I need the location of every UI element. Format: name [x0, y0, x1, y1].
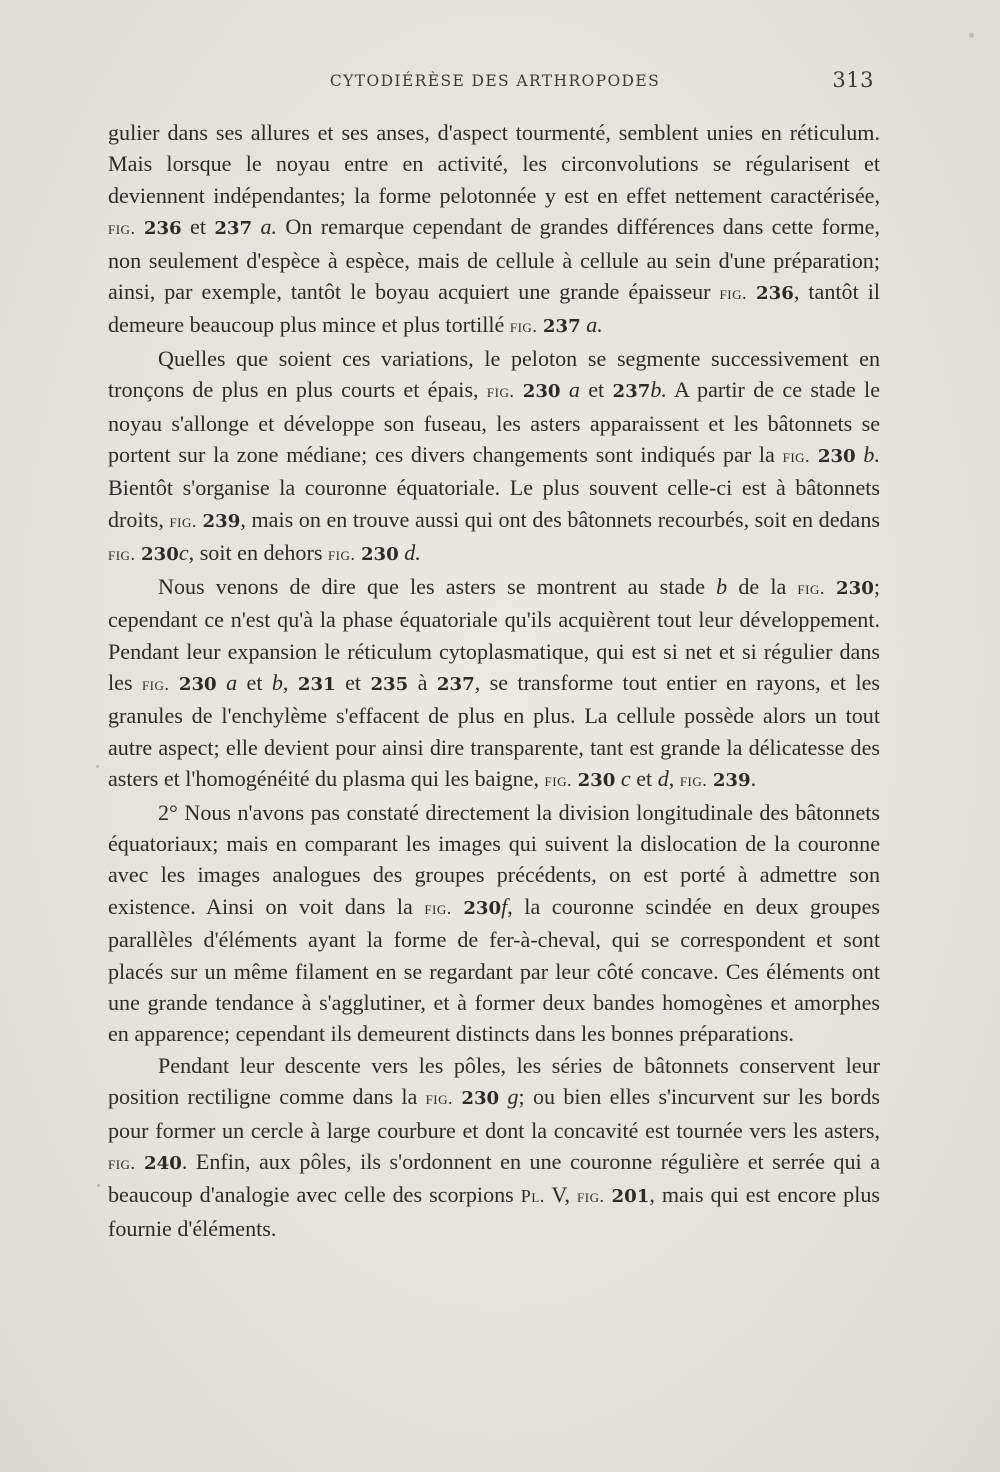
paragraph-1: [108, 117, 880, 343]
figure-number: 239: [712, 770, 751, 792]
figure-letter: b.: [650, 377, 667, 403]
text-run: de la: [727, 573, 798, 599]
paragraph-2: [108, 343, 880, 571]
fig-ref: fig.: [108, 544, 136, 565]
figure-letter: d: [657, 766, 669, 792]
figure-number: 236: [143, 218, 182, 240]
running-head: [110, 68, 880, 94]
text-run: ; cependant ce n'est qu'à la phase équatoriale qu'ils acquièrent tout leur développement. Pendant leur expansion le réticulum cytoplasmatique, qui est si net et si régulier dans les: [108, 573, 880, 695]
page-number: 313: [832, 68, 874, 92]
figure-letter: b.: [863, 442, 880, 468]
figure-letter: a.: [586, 312, 603, 338]
text-run: , tantôt il demeure beaucoup plus mince et plus tortillé: [108, 279, 880, 338]
text-run: et: [630, 766, 658, 792]
text-run: et: [237, 669, 272, 695]
text-run: . Enfin, aux pôles, ils s'ordonnent en une couronne régulière et serrée qui a beaucoup d'analogie avec celle des scorpions: [108, 1149, 880, 1208]
text-run: , soit en dehors: [188, 540, 328, 566]
text-run: A partir de ce stade le noyau s'allonge et développe son fuseau, les asters apparaissent et les bâtonnets se portent sur la zone médiane; ces divers changements sont indiqués par la: [108, 377, 880, 468]
fig-ref: fig.: [719, 283, 748, 304]
text-run: [452, 894, 464, 919]
figure-number: 237: [612, 381, 651, 403]
text-run: .: [750, 766, 757, 792]
figure-letter: a: [568, 377, 580, 403]
figure-letter: c: [178, 540, 189, 566]
fig-ref: fig.: [486, 381, 515, 402]
running-title: CYTODIÉRÈSE DES ARTHROPODES: [329, 72, 661, 90]
figure-number: 230: [522, 381, 561, 403]
text-run: [810, 442, 818, 467]
figure-number: 230: [577, 770, 616, 792]
text-run: [605, 1182, 612, 1207]
text-run: Pendant leur descente vers les pôles, les séries de bâtonnets conservent leur position rectiligne comme dans la: [108, 1052, 880, 1110]
figure-number: 230: [141, 544, 179, 566]
ink-speck: [969, 33, 974, 38]
figure-letter: b: [716, 573, 728, 599]
text-run: V,: [544, 1182, 578, 1208]
text-run: ,: [282, 669, 298, 695]
figure-letter: a: [226, 669, 238, 695]
figure-number: 230: [461, 1088, 500, 1110]
text-run: Quelles que soient ces variations, le peloton se segmente successivement en tronçons de plus en plus courts et épais,: [108, 345, 880, 403]
figure-letter: b: [271, 669, 283, 695]
figure-letter: c: [620, 766, 631, 792]
text-run: à: [408, 669, 437, 695]
text-run: et: [181, 214, 215, 240]
text-run: , la couronne scindée en deux groupes parallèles d'éléments ayant la forme de fer-à-cheval, qui se correspondent et sont placés sur un même filament en se regardant par leur côté concave. Ces éléments ont une grande tendance à s'agglutiner, et à former deux bandes homogènes et amorphes en apparence; cependant ils demeurent distincts dans les bonnes préparations.: [108, 893, 880, 1047]
text-run: ; ou bien elles s'incurvent sur les bords pour former un cercle à large courbure et dont la concavité est tournée vers les asters,: [108, 1084, 880, 1143]
text-run: ,: [668, 766, 680, 792]
figure-letter: a.: [260, 214, 278, 240]
ink-speck: [97, 1184, 100, 1187]
fig-ref: fig.: [544, 770, 573, 791]
text-run: gulier dans ses allures et ses anses, d'aspect tourmenté, semblent unies en réticulum. Mais lorsque le noyau entre en activité, les circonvolutions se régularisent et deviennent indépendantes; la forme pelotonnée y est en effet nettement caractérisée,: [108, 120, 880, 208]
fig-ref: fig.: [424, 897, 452, 918]
figure-number: 235: [370, 673, 409, 695]
fig-ref: fig.: [679, 770, 708, 791]
figure-number: 237: [214, 218, 253, 240]
text-run: Bientôt s'organise la couronne équatoriale. Le plus souvent celle-ci est à bâtonnets droits,: [108, 475, 880, 532]
fig-ref: fig.: [797, 577, 825, 598]
fig-ref: fig.: [577, 1186, 605, 1207]
figure-letter: d.: [404, 540, 421, 566]
text-run: On remarque cependant de grandes différences dans cette forme, non seulement d'espèce à espèce, mais de cellule à cellule au sein d'une préparation; ainsi, par exemple, tantôt le boyau acquiert une grande épaisseur: [108, 214, 880, 305]
text-run: [825, 574, 836, 599]
paragraph-4: [108, 797, 880, 1050]
fig-ref: fig.: [425, 1088, 454, 1109]
figure-number: 237: [542, 316, 581, 338]
paragraph-3: [108, 571, 880, 797]
figure-number: 230: [817, 446, 856, 468]
text-run: [169, 670, 178, 695]
text-run: [514, 377, 522, 402]
fig-ref: fig.: [782, 446, 811, 467]
figure-number: 231: [297, 673, 336, 695]
figure-number: 230: [836, 577, 874, 599]
text-run: Nous venons de dire que les asters se montrent au stade: [158, 573, 717, 599]
text-run: 2° Nous n'avons pas constaté directement la division longitudinale des bâtonnets équatoriaux; mais en comparant les images qui suivent la dislocation de la couronne avec les images analogues des groupes précédents, on est porté à admettre son existence. Ainsi on voit dans la: [108, 799, 880, 919]
text-run: , mais on en trouve aussi qui ont des bâtonnets recourbés, soit en dedans: [240, 506, 880, 532]
figure-number: 230: [463, 897, 502, 919]
figure-number: 201: [611, 1186, 650, 1208]
text-run: [217, 670, 226, 695]
fig-ref: fig.: [327, 544, 356, 565]
fig-ref: fig.: [108, 218, 136, 239]
body-text: [108, 117, 880, 1244]
text-run: et: [335, 669, 371, 695]
text-run: , mais qui est encore plus fournie d'éléments.: [108, 1182, 881, 1241]
ink-speck: [96, 765, 99, 768]
fig-ref: fig.: [141, 673, 170, 694]
figure-number: 230: [178, 673, 217, 695]
text-run: , se transforme tout entier en rayons, et les granules de l'enchylème s'effacent de plus en plus. La cellule possède alors un tout autre aspect; elle devient pour ainsi dire transparente, tant est grande la délicatesse des asters et l'homogénéité du plasma qui les baigne,: [108, 669, 880, 792]
fig-ref: fig.: [169, 510, 197, 531]
paragraph-5: [108, 1050, 880, 1244]
text-run: et: [579, 377, 613, 403]
fig-ref: fig.: [509, 316, 538, 337]
figure-number: 240: [144, 1153, 182, 1174]
figure-number: 237: [436, 673, 475, 695]
text-run: [135, 1149, 144, 1174]
figure-letter: g: [507, 1084, 519, 1110]
plate-ref: Pl.: [520, 1186, 545, 1207]
text-run: [561, 377, 569, 402]
figure-number: 236: [756, 283, 794, 305]
figure-number: 230: [360, 544, 399, 566]
figure-number: 239: [202, 510, 241, 532]
fig-ref: fig.: [108, 1153, 136, 1173]
figure-letter: f: [501, 893, 508, 919]
text-run: [747, 279, 756, 304]
